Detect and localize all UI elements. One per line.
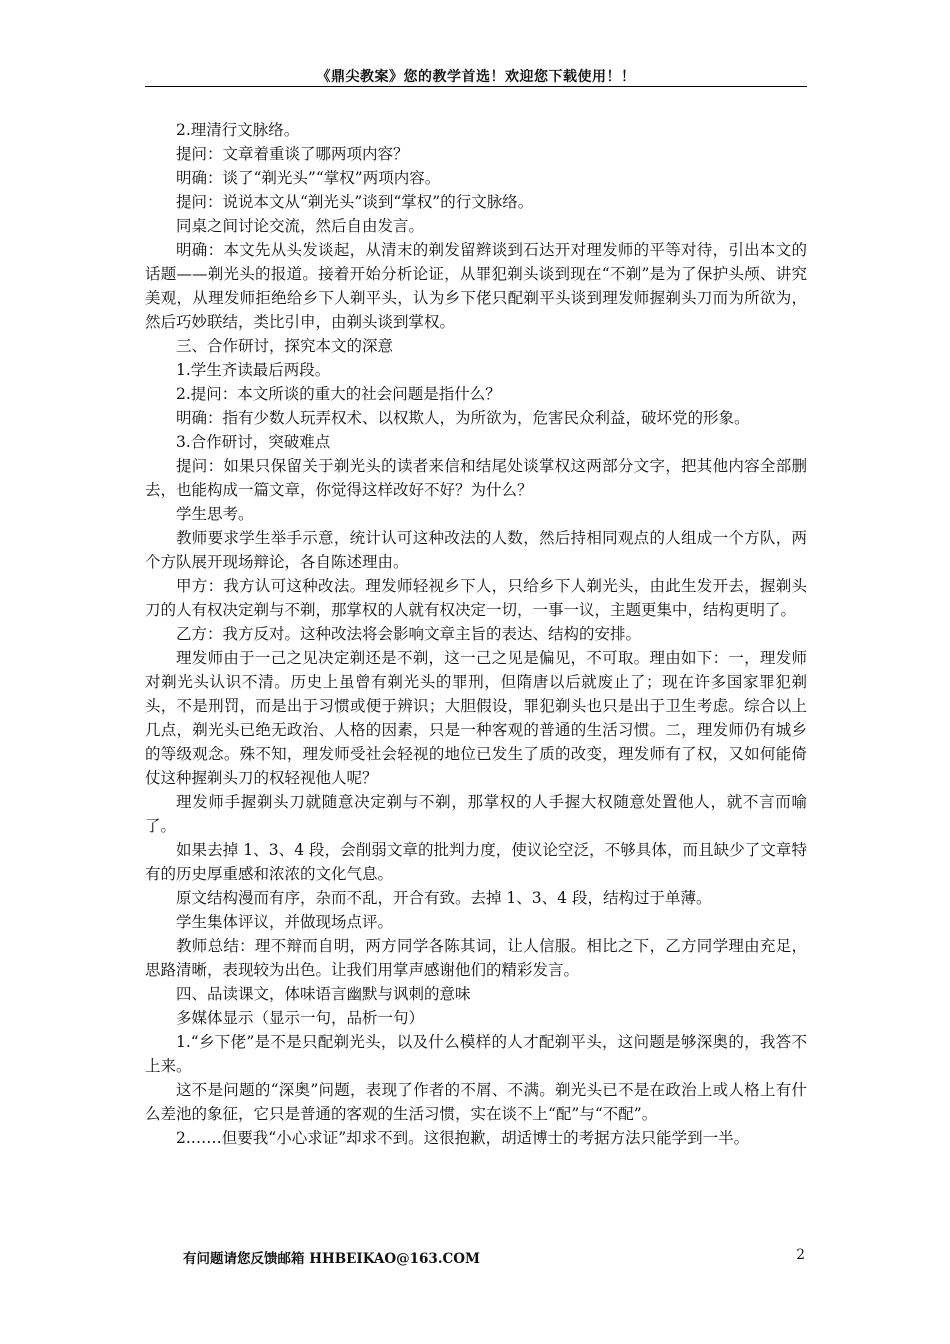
section-heading: 三、合作研讨，探究本文的深意	[176, 337, 394, 355]
paragraph: 提问：如果只保留关于剃光头的读者来信和结尾处谈掌权这两部分文字，把其他内容全部删去，也能构成一篇文章，你觉得这样改好不好？为什么？	[145, 457, 807, 499]
paragraph: 同桌之间讨论交流，然后自由发言。	[176, 217, 425, 235]
header-rule	[145, 86, 807, 87]
paragraph: 3.合作研讨，突破难点	[176, 433, 331, 451]
page-header: 《鼎尖教案》您的教学首选！欢迎您下载使用！！	[316, 69, 636, 85]
paragraph: 学生集体评议，并做现场点评。	[176, 913, 394, 931]
paragraph: 这不是问题的“深奥”问题，表现了作者的不屑、不满。剃光头已不是在政治上或人格上有什么差池的象征，它只是普通的客观的生活习惯，实在谈不上“配”与“不配”。	[145, 1081, 807, 1123]
paragraph: 提问：说说本文从“剃光头”谈到“掌权”的行文脉络。	[176, 193, 534, 211]
paragraph: 学生思考。	[176, 505, 254, 523]
paragraph: 明确：本文先从头发谈起，从清末的剃发留辫谈到石达开对理发师的平等对待，引出本文的话题——剃光头的报道。接着开始分析论证，从罪犯剃头谈到现在“不剃”是为了保护头颅、讲究美观，从理发师拒绝给乡下人剃平头，认为乡下佬只配剃平头谈到理发师握剃头刀而为所欲为，然后巧妙联结，类比引申，由剃头谈到掌权。	[145, 241, 807, 331]
paragraph: 2.……但要我“小心求证”却求不到。这很抱歉，胡适博士的考据方法只能学到一半。	[176, 1129, 750, 1147]
page-footer	[145, 1247, 807, 1267]
paragraph: 如果去掉 1、3、4 段，会削弱文章的批判力度，使议论空泛，不够具体，而且缺少了文章特有的历史厚重感和浓浓的文化气息。	[145, 841, 807, 883]
paragraph: 1.“乡下佬”是不是只配剃光头，以及什么模样的人才配剃平头，这问题是够深奥的，我答不上来。	[145, 1033, 807, 1075]
paragraph: 理发师手握剃头刀就随意决定剃与不剃，那掌权的人手握大权随意处置他人，就不言而喻了。	[145, 793, 807, 835]
paragraph: 乙方：我方反对。这种改法将会影响文章主旨的表达、结构的安排。	[176, 625, 642, 643]
paragraph: 教师要求学生举手示意，统计认可这种改法的人数，然后持相同观点的人组成一个方队，两个方队展开现场辩论，各自陈述理由。	[145, 529, 807, 571]
paragraph: 2.提问：本文所谈的重大的社会问题是指什么？	[176, 385, 501, 403]
paragraph: 教师总结：理不辩而自明，两方同学各陈其词，让人信服。相比之下，乙方同学理由充足，思路清晰，表现较为出色。让我们用掌声感谢他们的精彩发言。	[145, 937, 807, 979]
paragraph: 多媒体显示（显示一句，品析一句）	[176, 1009, 425, 1027]
paragraph: 甲方：我方认可这种改法。理发师轻视乡下人，只给乡下人剃光头，由此生发开去，握剃头刀的人有权决定剃与不剃，那掌权的人就有权决定一切，一事一议，主题更集中，结构更明了。	[145, 577, 807, 619]
paragraph: 提问：文章着重谈了哪两项内容？	[176, 145, 409, 163]
section-heading: 四、品读课文，体味语言幽默与讽刺的意味	[176, 985, 471, 1003]
document-body	[145, 118, 807, 1150]
paragraph: 明确：指有少数人玩弄权术、以权欺人，为所欲为，危害民众利益，破坏党的形象。	[176, 409, 750, 427]
page-number: 2	[796, 1247, 805, 1263]
paragraph: 理发师由于一己之见决定剃还是不剃，这一己之见是偏见，不可取。理由如下：一，理发师对剃光头认识不清。历史上虽曾有剃光头的罪刑，但隋唐以后就废止了；现在许多国家罪犯剃头，不是刑罚，而是出于习惯或便于辨识；大胆假设，罪犯剃头也只是出于卫生考虑。综合以上几点，剃光头已绝无政治、人格的因素，只是一种客观的普通的生活习惯。二，理发师仍有城乡的等级观念。殊不知，理发师受社会轻视的地位已发生了质的改变，理发师有了权，又如何能倚仗这种握剃头刀的权轻视他人呢？	[145, 649, 807, 787]
paragraph: 2.理清行文脉络。	[176, 121, 300, 139]
footer-contact: 有问题请您反馈邮箱 HHBEIKAO@163.COM	[183, 1251, 480, 1267]
paragraph: 明确：谈了“剃光头”“掌权”两项内容。	[176, 169, 441, 187]
paragraph: 1.学生齐读最后两段。	[176, 361, 331, 379]
paragraph: 原文结构漫而有序，杂而不乱，开合有致。去掉 1、3、4 段，结构过于单薄。	[176, 889, 712, 907]
